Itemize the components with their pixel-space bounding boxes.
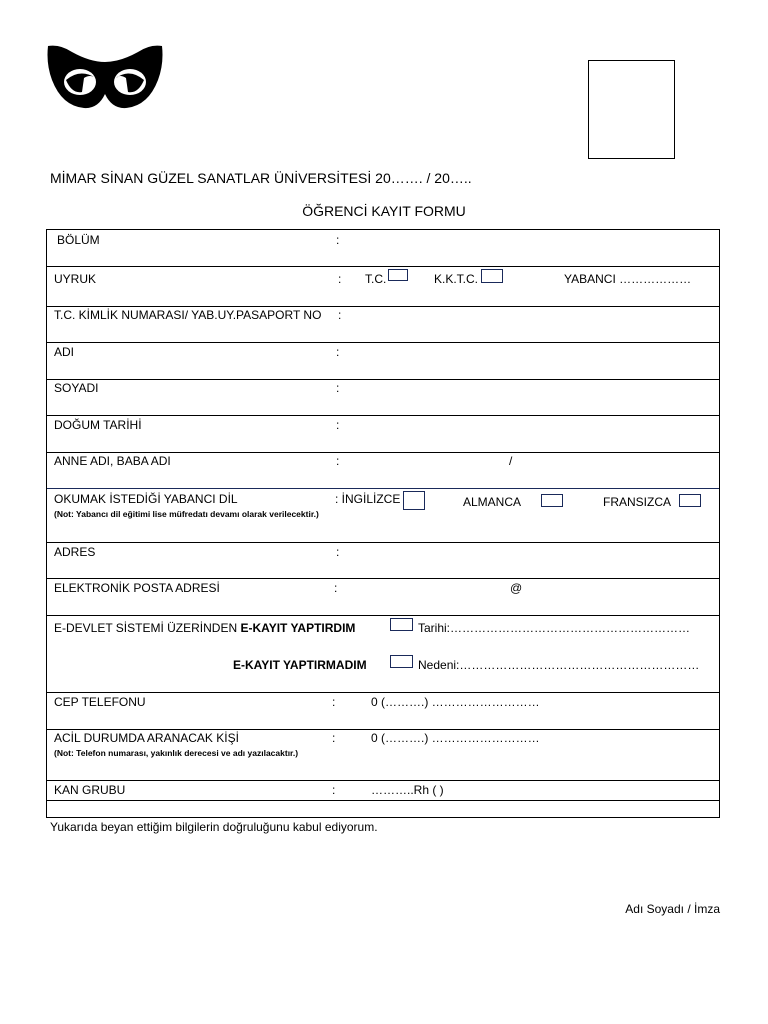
adi-colon: : <box>336 345 340 359</box>
dogum-label: DOĞUM TARİHİ <box>54 418 142 432</box>
row-divider <box>47 692 719 693</box>
bolum-colon: : <box>336 233 340 247</box>
acil-value[interactable]: 0 (……….) ……………………… <box>371 731 540 745</box>
dogum-colon: : <box>336 418 340 432</box>
uyruk-colon: : <box>338 272 342 286</box>
uyruk-kktc-label: K.K.T.C. <box>434 272 479 286</box>
uyruk-yabanci-label: YABANCI ……………… <box>564 272 692 286</box>
edevlet-tarih: Tarihi:…………………………………………………… <box>418 621 691 635</box>
dil-almanca-label: ALMANCA <box>463 495 522 509</box>
uyruk-tc-label: T.C. <box>365 272 387 286</box>
owl-eyes-logo <box>46 44 164 110</box>
cep-colon: : <box>332 695 336 709</box>
soyadi-colon: : <box>336 381 340 395</box>
eposta-label: ELEKTRONİK POSTA ADRESİ <box>54 581 220 595</box>
anne-baba-colon: : <box>336 454 340 468</box>
kan-colon: : <box>332 783 336 797</box>
soyadi-label: SOYADI <box>54 381 99 395</box>
adi-field[interactable] <box>347 343 717 378</box>
row-divider <box>47 266 719 267</box>
dil-fransizca-label: FRANSIZCA <box>603 495 672 509</box>
registration-form-table <box>46 229 720 818</box>
edevlet-yaptirmadim-checkbox[interactable] <box>390 655 413 668</box>
signature-label: Adı Soyadı / İmza <box>625 902 720 916</box>
adres-label: ADRES <box>54 545 96 559</box>
edevlet-yaptirdim-checkbox[interactable] <box>390 618 413 631</box>
bolum-field[interactable] <box>347 230 717 264</box>
row-divider <box>47 488 719 489</box>
acil-note: (Not: Telefon numarası, yakınlık derecesi ve adı yazılacaktır.) <box>54 748 299 758</box>
adi-label: ADI <box>54 345 75 359</box>
adres-colon: : <box>336 545 340 559</box>
kimlik-field[interactable] <box>347 307 717 341</box>
row-divider <box>47 578 719 579</box>
kan-value[interactable]: ………..Rh ( ) <box>371 783 444 797</box>
uyruk-label: UYRUK <box>54 272 97 286</box>
acil-colon: : <box>332 731 336 745</box>
photo-box <box>588 60 675 159</box>
dil-note: (Not: Yabancı dil eğitimi lise müfredatı devamı olarak verilecektir.) <box>54 509 319 519</box>
bolum-label: BÖLÜM <box>57 233 100 247</box>
dil-fransizca-checkbox[interactable] <box>679 494 701 507</box>
form-title: ÖĞRENCİ KAYIT FORMU <box>302 203 466 219</box>
row-divider <box>47 780 719 781</box>
university-title: MİMAR SİNAN GÜZEL SANATLAR ÜNİVERSİTESİ 20……. / 20….. <box>50 170 472 186</box>
dil-ingilizce-label: : İNGİLİZCE <box>335 492 401 506</box>
kimlik-label: T.C. KİMLİK NUMARASI/ YAB.UY.PASAPORT NO <box>54 308 322 322</box>
row-divider <box>47 729 719 730</box>
edevlet-yaptirdim: E-KAYIT YAPTIRDIM <box>240 621 356 635</box>
soyadi-field[interactable] <box>347 380 717 414</box>
uyruk-tc-checkbox[interactable] <box>388 269 408 281</box>
declaration-text: Yukarıda beyan ettiğim bilgilerin doğruluğunu kabul ediyorum. <box>50 820 378 834</box>
edevlet-neden: Nedeni:…………………………………………………… <box>418 658 700 672</box>
dil-ingilizce-checkbox[interactable] <box>403 491 425 510</box>
row-divider <box>47 452 719 453</box>
row-divider <box>47 800 719 801</box>
edevlet-label <box>54 621 355 635</box>
adres-field[interactable] <box>347 543 717 577</box>
edevlet-prefix: E-DEVLET SİSTEMİ ÜZERİNDEN <box>54 621 241 635</box>
eposta-colon: : <box>334 581 338 595</box>
dil-label: OKUMAK İSTEDİĞİ YABANCI DİL <box>54 492 238 506</box>
dil-almanca-checkbox[interactable] <box>541 494 563 507</box>
acil-label: ACİL DURUMDA ARANACAK KİŞİ <box>54 731 239 745</box>
kimlik-colon: : <box>338 308 342 322</box>
uyruk-kktc-checkbox[interactable] <box>481 269 503 283</box>
dogum-field[interactable] <box>347 416 717 451</box>
edevlet-yaptirmadim: E-KAYIT YAPTIRMADIM <box>233 658 367 672</box>
cep-value[interactable]: 0 (……….) ……………………… <box>371 695 540 709</box>
anne-baba-label: ANNE ADI, BABA ADI <box>54 454 171 468</box>
row-divider <box>47 615 719 616</box>
anne-baba-separator: / <box>509 454 513 468</box>
kan-label: KAN GRUBU <box>54 783 126 797</box>
eposta-at-sign: @ <box>510 581 523 595</box>
cep-label: CEP TELEFONU <box>54 695 146 709</box>
